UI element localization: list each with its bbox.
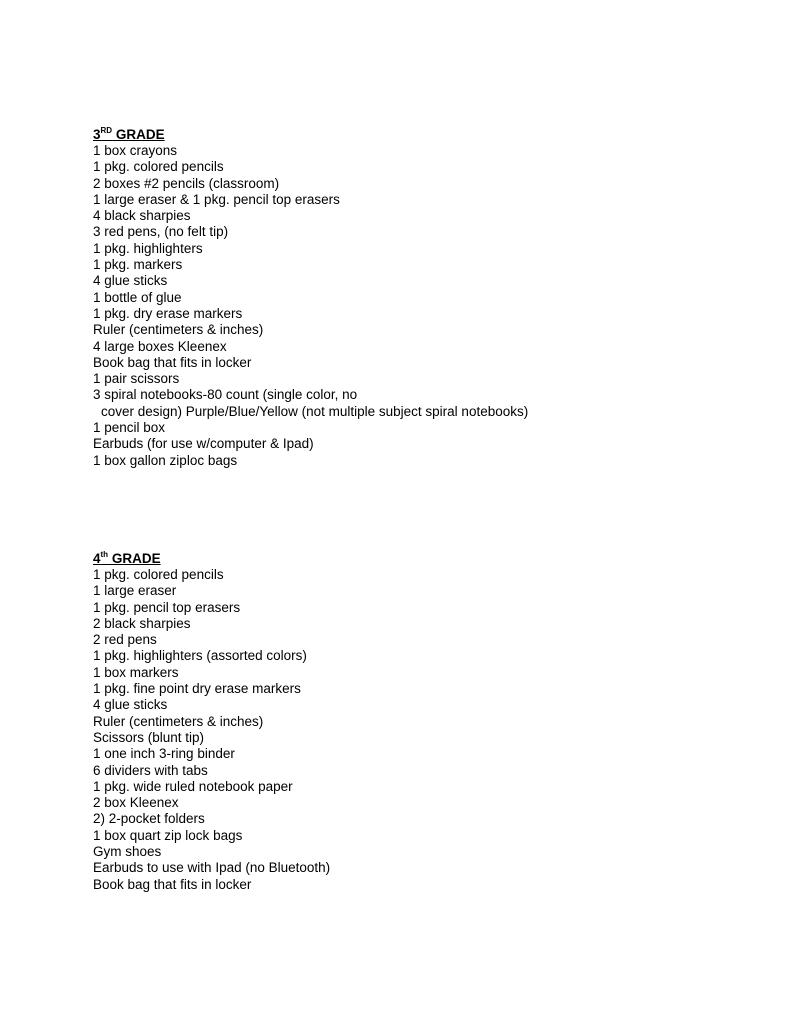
list-item: Scissors (blunt tip)	[93, 729, 205, 745]
list-item: 1 large eraser & 1 pkg. pencil top erasers	[93, 191, 340, 207]
list-item: 4 large boxes Kleenex	[93, 338, 227, 354]
list-item: Ruler (centimeters & inches)	[93, 713, 264, 729]
grade-3-heading-number: 3	[93, 127, 101, 142]
list-item: 1 pencil box	[93, 420, 166, 436]
list-item: 4 black sharpies	[93, 208, 191, 224]
list-item: 1 pkg. markers	[93, 257, 183, 273]
list-item: 2 black sharpies	[93, 615, 191, 631]
list-item: 1 box crayons	[93, 143, 178, 158]
list-item: 4 glue sticks	[93, 697, 168, 713]
list-item: Book bag that fits in locker	[93, 876, 252, 892]
list-item: 1 pkg. colored pencils	[93, 567, 224, 582]
grade-4-heading	[93, 550, 753, 567]
list-item-line-1: 3 spiral notebooks-80 count (single color, no	[93, 387, 358, 403]
grade-4-supply-list	[93, 567, 753, 893]
grade-4-heading-suffix: th	[100, 549, 109, 559]
list-item: Ruler (centimeters & inches)	[93, 322, 264, 338]
list-item: 1 pkg. highlighters	[93, 240, 203, 256]
grade-3-heading	[93, 126, 753, 143]
list-item: 1 pkg. fine point dry erase markers	[93, 681, 301, 697]
list-item: 1 pair scissors	[93, 371, 180, 387]
grade-3-section	[93, 126, 753, 469]
list-item: 1 pkg. dry erase markers	[93, 305, 243, 321]
list-item: 2) 2-pocket folders	[93, 811, 205, 827]
grade-4-heading-label: GRADE	[108, 551, 161, 566]
list-item: 2 box Kleenex	[93, 795, 179, 811]
list-item: 2 red pens	[93, 632, 157, 648]
grade-3-heading-suffix: RD	[100, 125, 113, 135]
list-item: 2 boxes #2 pencils (classroom)	[93, 175, 280, 191]
list-item: 1 large eraser	[93, 583, 177, 599]
list-item: Earbuds (for use w/computer & Ipad)	[93, 436, 314, 452]
list-item: 1 pkg. wide ruled notebook paper	[93, 778, 293, 794]
list-item: 1 pkg. pencil top erasers	[93, 599, 241, 615]
grade-4-heading-number: 4	[93, 551, 101, 566]
list-item: 1 box quart zip lock bags	[93, 827, 243, 843]
list-item: Book bag that fits in locker	[93, 354, 252, 370]
list-item: 1 one inch 3-ring binder	[93, 746, 235, 762]
grade-3-heading-label: GRADE	[112, 127, 165, 142]
list-item	[93, 387, 753, 420]
grade-4-section	[93, 550, 753, 893]
list-item: 6 dividers with tabs	[93, 762, 208, 778]
grade-3-supply-list	[93, 143, 753, 469]
list-item: 1 box gallon ziploc bags	[93, 452, 238, 468]
list-item-line-2: cover design) Purple/Blue/Yellow (not multiple subject spiral notebooks)	[101, 403, 529, 419]
list-item: Gym shoes	[93, 844, 162, 860]
list-item: Earbuds to use with Ipad (no Bluetooth)	[93, 860, 331, 876]
list-item: 3 red pens, (no felt tip)	[93, 224, 229, 240]
list-item: 1 box markers	[93, 664, 179, 680]
list-item: 1 pkg. colored pencils	[93, 159, 224, 175]
list-item: 4 glue sticks	[93, 273, 168, 289]
list-item: 1 pkg. highlighters (assorted colors)	[93, 648, 307, 664]
list-item: 1 bottle of glue	[93, 289, 182, 305]
